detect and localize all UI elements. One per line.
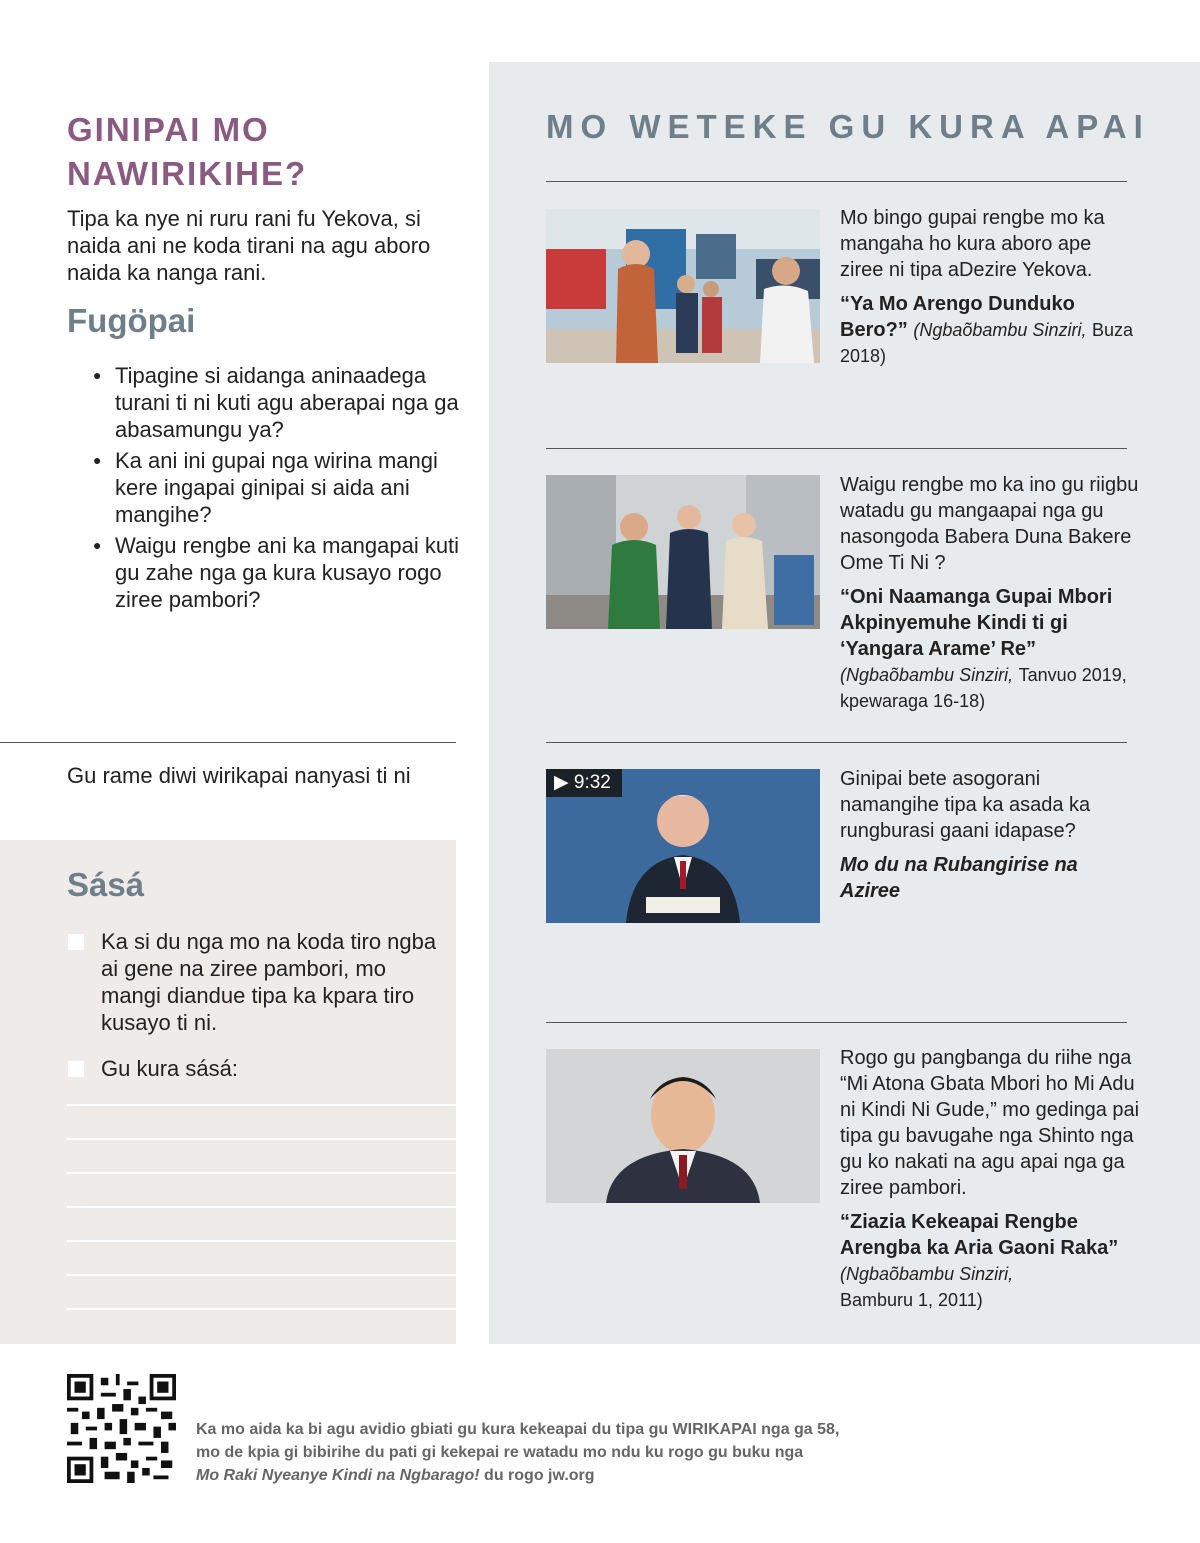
heading-line-1: GINIPAI MO bbox=[67, 111, 270, 148]
divider bbox=[546, 448, 1127, 449]
intro-paragraph: Tipa ka nye ni ruru rani fu Yekova, si naida ani ne koda tirani na agu aboro naida ka nanga rani. bbox=[67, 206, 431, 285]
checkbox[interactable] bbox=[68, 1061, 84, 1077]
goal-box bbox=[0, 840, 456, 1344]
article-reference[interactable] bbox=[840, 291, 1140, 369]
publication-name: (Ngbaõbambu Sinziri, bbox=[840, 1264, 1014, 1284]
writing-line[interactable] bbox=[67, 1138, 456, 1140]
website-reference[interactable]: du rogo jw.org bbox=[479, 1467, 595, 1484]
article-description: Mo bingo gupai rengbe mo ka mangaha ho kura aboro ape ziree ni tipa aDezire Yekova. bbox=[840, 207, 1105, 281]
article-reference[interactable] bbox=[840, 1209, 1140, 1313]
divider bbox=[546, 1022, 1127, 1023]
article-description: Waigu rengbe mo ka ino gu riigbu watadu gu mangaapai nga gu nasongoda Babera Duna Bakere Ome Ti Ni ? bbox=[840, 474, 1139, 574]
divider bbox=[546, 181, 1127, 182]
divider bbox=[0, 742, 456, 743]
heading-line-2: NAWIRIKIHE? bbox=[67, 155, 308, 192]
lesson-heading bbox=[67, 108, 307, 196]
divider bbox=[546, 742, 1127, 743]
book-title: Mo Raki Nyeanye Kindi na Ngbarago! bbox=[196, 1467, 480, 1484]
article-item-4 bbox=[840, 1045, 1140, 1313]
article-reference[interactable] bbox=[840, 584, 1140, 714]
footer-line: mo de kpia gi bibirihe du pati gi kekepai re watadu mo ndu ku rogo gu buku nga bbox=[196, 1444, 804, 1461]
footer-line bbox=[196, 1464, 956, 1487]
article-thumbnail-4[interactable] bbox=[546, 1049, 820, 1203]
review-question: ● Tipagine si aidanga aninaadega turani ti ni kuti agu aberapai nga ga abasamungu ya? bbox=[93, 362, 463, 443]
writing-line[interactable] bbox=[67, 1104, 456, 1106]
video-duration-badge: ▶ 9:32 bbox=[546, 769, 622, 797]
writing-line[interactable] bbox=[67, 1308, 456, 1310]
article-title: “Oni Naamanga Gupai Mbori Akpinyemuhe Kindi ti gi ‘Yangara Arame’ Re” bbox=[840, 586, 1113, 660]
publication-name: (Ngbaõbambu Sinziri, bbox=[840, 665, 1014, 685]
review-question: ● Ka ani ini gupai nga wirina mangi kere ingapai ginipai si aida ani mangihe? bbox=[93, 447, 463, 528]
article-item-1 bbox=[840, 205, 1140, 369]
video-thumbnail[interactable] bbox=[546, 769, 820, 923]
video-title[interactable]: Mo du na Rubangirise na Aziree bbox=[840, 854, 1078, 902]
publication-issue: Buza 2018) bbox=[840, 320, 1134, 366]
goal-task-1 bbox=[68, 928, 438, 1036]
article-item-2 bbox=[840, 472, 1140, 714]
checkbox[interactable] bbox=[68, 934, 84, 950]
publication-issue: Tanvuo 2019, kpewaraga 16-18) bbox=[840, 665, 1127, 711]
writing-line[interactable] bbox=[67, 1240, 456, 1242]
qr-code-icon[interactable] bbox=[67, 1374, 176, 1483]
notes-label: Gu rame diwi wirikapai nanyasi ti ni bbox=[67, 763, 411, 788]
review-questions bbox=[93, 362, 463, 617]
goal-task-text: Gu kura sásá: bbox=[101, 1056, 238, 1081]
goal-heading: Sásá bbox=[67, 866, 145, 903]
article-thumbnail-1[interactable] bbox=[546, 209, 820, 363]
article-thumbnail-2[interactable] bbox=[546, 475, 820, 629]
review-question: ● Waigu rengbe ani ka mangapai kuti gu zahe nga ga kura kusayo rogo ziree pambori? bbox=[93, 532, 463, 613]
footer-note bbox=[196, 1418, 956, 1487]
writing-line[interactable] bbox=[67, 1274, 456, 1276]
article-title: “Ziazia Kekeapai Rengbe Arengba ka Aria Gaoni Raka” bbox=[840, 1211, 1119, 1259]
goal-task-2 bbox=[68, 1055, 438, 1082]
article-title: “Ya Mo Arengo Dunduko Bero?” bbox=[840, 293, 1075, 341]
article-item-3 bbox=[840, 766, 1140, 904]
publication-name: (Ngbaõbambu Sinziri, bbox=[913, 320, 1087, 340]
goal-task-text: Ka si du nga mo na koda tiro ngba ai gene na ziree pambori, mo mangi diandue tipa ka kpara tiro kusayo ti ni. bbox=[101, 929, 437, 1035]
article-description: Ginipai bete asogorani namangihe tipa ka asada ka rungburasi gaani idapase? bbox=[840, 768, 1091, 842]
writing-line[interactable] bbox=[67, 1206, 456, 1208]
publication-issue: Bamburu 1, 2011) bbox=[840, 1290, 983, 1310]
writing-line[interactable] bbox=[67, 1172, 456, 1174]
footer-line: Ka mo aida ka bi agu avidio gbiati gu kura kekeapai du tipa gu WIRIKAPAI nga ga 58, bbox=[196, 1421, 840, 1438]
further-study-title: MO WETEKE GU KURA APAI bbox=[546, 108, 1150, 145]
article-description: Rogo gu pangbanga du riihe nga “Mi Atona Gbata Mbori ho Mi Adu ni Kindi Ni Gude,” mo gedinga pai tipa gu bavugahe nga Shinto nga gu ko nakati na agu apai nga ga ziree pambori. bbox=[840, 1047, 1140, 1199]
review-heading: Fugöpai bbox=[67, 302, 196, 339]
